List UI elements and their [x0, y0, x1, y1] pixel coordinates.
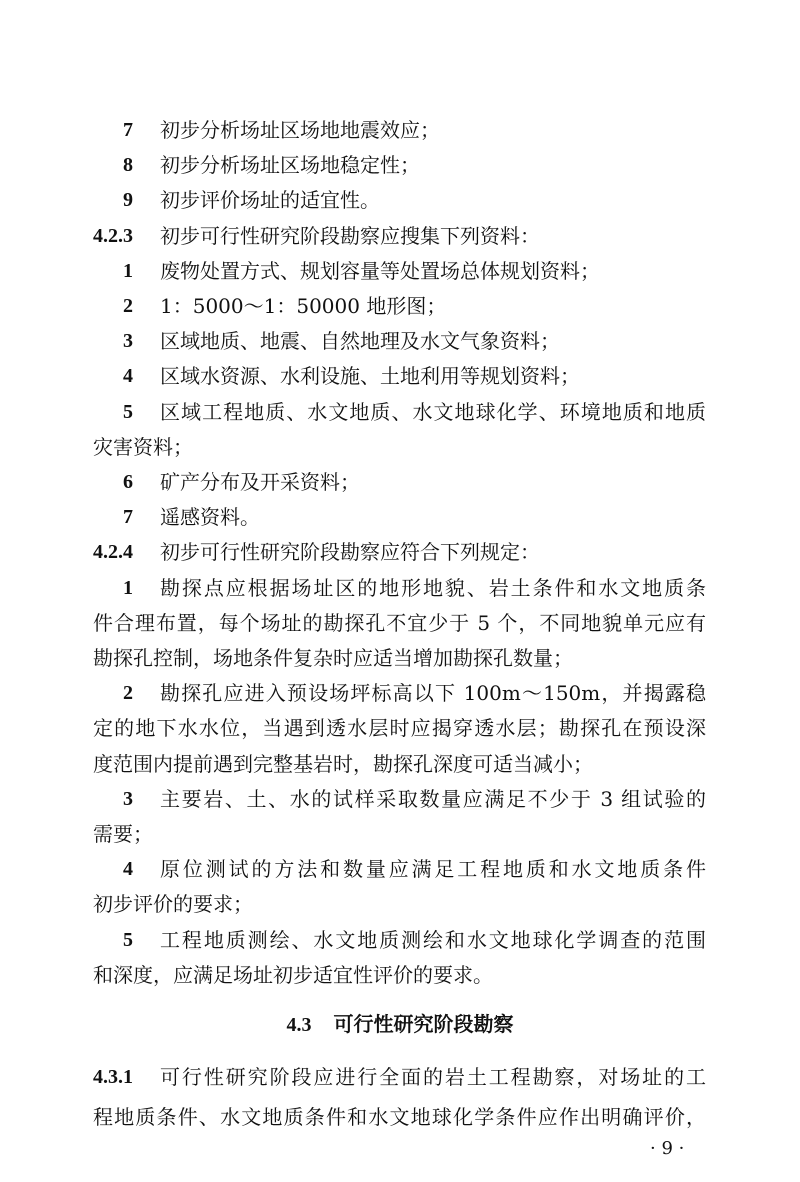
item-text: 初步分析场址区场地地震效应；	[160, 118, 440, 142]
item-number: 6	[123, 471, 133, 493]
item-number: 9	[123, 189, 133, 212]
clause-number: 4.3.1	[93, 1066, 133, 1088]
item-text: 初步分析场址区场地稳定性；	[160, 153, 420, 178]
item-number: 1	[123, 576, 133, 599]
continuation-line: 程地质条件、水文地质条件和水文地球化学条件应作出明确评价，	[93, 1105, 706, 1129]
item-text: 1：5000～1：50000 地形图；	[160, 294, 447, 318]
item-number: 3	[123, 330, 133, 353]
continuation-line: 度范围内提前遇到完整基岩时，勘探孔深度可适当减小；	[93, 751, 593, 776]
item-number: 4	[123, 858, 133, 881]
item-text: 废物处置方式、规划容量等处置场总体规划资料；	[160, 258, 600, 283]
clause-4-2-3	[93, 221, 706, 251]
item-text: 勘探点应根据场址区的地形地貌、岩土条件和水文地质条	[160, 575, 706, 600]
item-text: 遥感资料。	[160, 505, 260, 530]
item-text: 工程地质测绘、水文地质测绘和水文地球化学调查的范围	[160, 927, 706, 952]
list-item	[93, 502, 706, 532]
clause-text: 初步可行性研究阶段勘察应符合下列规定：	[160, 540, 540, 565]
item-text: 区域水资源、水利设施、土地利用等规划资料；	[160, 364, 580, 389]
list-item	[93, 185, 706, 215]
continuation-line: 和深度，应满足场址初步适宜性评价的要求。	[93, 962, 493, 987]
clause-number: 4.2.3	[93, 224, 133, 247]
continuation-line: 勘探孔控制，场地条件复杂时应适当增加勘探孔数量；	[93, 646, 573, 670]
list-item	[93, 678, 706, 708]
section-heading	[0, 1008, 800, 1037]
list-item	[93, 291, 706, 321]
section-title: 可行性研究阶段勘察	[333, 1012, 514, 1036]
continuation-line: 需要；	[93, 822, 153, 846]
list-item	[93, 326, 706, 356]
clause-4-3-1	[93, 1062, 706, 1092]
list-item	[93, 925, 706, 955]
continuation-line: 件合理布置，每个场址的勘探孔不宜少于 5 个，不同地貌单元应有	[93, 610, 706, 635]
list-item	[93, 361, 706, 391]
item-number: 7	[123, 506, 133, 529]
item-number: 5	[123, 928, 133, 951]
item-number: 2	[123, 682, 133, 705]
clause-4-2-4	[93, 537, 706, 567]
item-number: 2	[123, 295, 133, 317]
list-item	[93, 397, 706, 427]
section-number: 4.3	[286, 1014, 312, 1036]
page-number: · 9 ·	[650, 1138, 685, 1159]
item-number: 5	[123, 400, 133, 423]
item-number: 3	[123, 787, 133, 810]
item-text: 主要岩、土、水的试样采取数量应满足不少于 3 组试验的	[160, 786, 706, 811]
clause-text: 可行性研究阶段应进行全面的岩土工程勘察，对场址的工	[160, 1065, 706, 1089]
list-item	[93, 573, 706, 603]
list-item	[93, 256, 706, 286]
clause-number: 4.2.4	[93, 541, 133, 564]
list-item	[93, 784, 706, 814]
continuation-line: 灾害资料；	[93, 434, 193, 459]
list-item	[93, 115, 706, 145]
item-number: 8	[123, 154, 133, 177]
item-number: 1	[123, 259, 133, 282]
item-number: 7	[123, 119, 133, 141]
item-number: 4	[123, 365, 133, 388]
continuation-line: 初步评价的要求；	[93, 892, 253, 917]
clause-text: 初步可行性研究阶段勘察应搜集下列资料：	[160, 223, 540, 248]
item-text: 勘探孔应进入预设场坪标高以下 100m～150m，并揭露稳	[160, 681, 706, 706]
continuation-line: 定的地下水水位，当遇到透水层时应揭穿透水层；勘探孔在预设深	[93, 716, 706, 741]
item-text: 区域地质、地震、自然地理及水文气象资料；	[160, 329, 560, 354]
item-text: 矿产分布及开采资料；	[160, 470, 360, 494]
item-text: 区域工程地质、水文地质、水文地球化学、环境地质和地质	[160, 399, 706, 424]
item-text: 初步评价场址的适宜性。	[160, 188, 380, 213]
list-item	[93, 150, 706, 180]
list-item	[93, 854, 706, 884]
item-text: 原位测试的方法和数量应满足工程地质和水文地质条件	[160, 857, 706, 882]
list-item	[93, 467, 706, 497]
